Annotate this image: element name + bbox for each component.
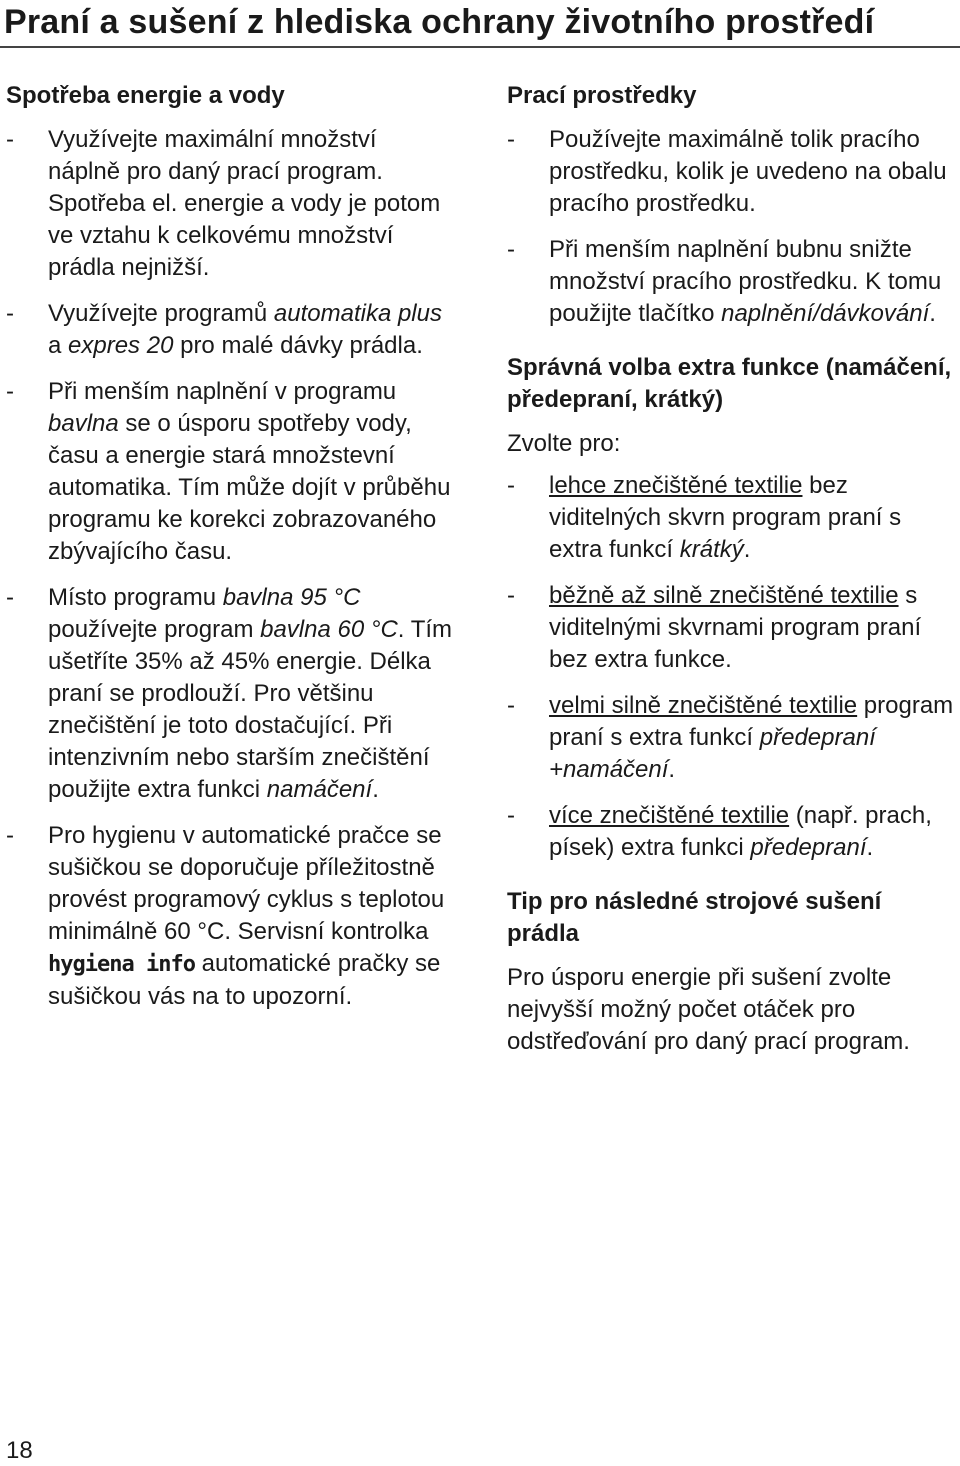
list-item: - Při menším naplnění bubnu snižte množství pracího prostředku. K tomu použijte tlačítko naplnění/dávkování. <box>507 234 957 330</box>
function-name: předepraní <box>750 834 867 861</box>
page-title: Praní a sušení z hlediska ochrany životního prostředí <box>4 3 875 41</box>
list-item: - více znečištěné textilie (např. prach, písek) extra funkci předepraní. <box>507 800 957 864</box>
drying-tip-text: Pro úsporu energie při sušení zvolte nejvyšší možný počet otáček pro odstřeďování pro daný prací program. <box>507 964 910 1055</box>
section-heading-energy-water: Spotřeba energie a vody <box>6 82 285 109</box>
detergent-list <box>507 124 957 330</box>
list-item: - Využívejte maximální množství náplně pro daný prací program. Spotřeba el. energie a vody je potom ve vztahu k celkovému množství prádla nejnižší. <box>6 124 454 284</box>
section-heading-extra-function: Správná volba extra funkce (namáčení, předepraní, krátký) <box>507 354 952 413</box>
list-item: - Využívejte programů automatika plus a expres 20 pro malé dávky prádla. <box>6 298 454 362</box>
hygiena-info-indicator: hygiena info <box>48 952 195 977</box>
function-name: krátký <box>679 536 744 563</box>
function-name: předepraní +namáčení <box>549 724 876 783</box>
title-divider <box>0 46 960 48</box>
section-heading-drying-tip: Tip pro následné strojové sušení prádla <box>507 888 882 947</box>
list-item: - Pro hygienu v automatické pračce se sušičkou se doporučuje příležitostně provést programový cyklus s teplotou minimálně 60 °C. Servisní kontrolka hygiena info automatické pračky se sušičkou vás na to upozorní. <box>6 820 454 1013</box>
soiling-level: více znečištěné textilie <box>549 802 790 829</box>
energy-water-list <box>6 124 454 1013</box>
list-item: - velmi silně znečištěné textilie program praní s extra funkcí předepraní +namáčení. <box>507 690 957 786</box>
soiling-level: lehce znečištěné textilie <box>549 472 803 499</box>
button-name: naplnění/dávkování <box>721 300 930 327</box>
extra-function-list <box>507 470 957 864</box>
left-column <box>6 80 454 1027</box>
extra-intro: Zvolte pro: <box>507 430 621 457</box>
section-heading-detergent: Prací prostředky <box>507 82 697 109</box>
list-item: - lehce znečištěné textilie bez viditelných skvrn program praní s extra funkcí krátký. <box>507 470 957 566</box>
program-name: bavlna <box>48 410 119 437</box>
program-name: bavlna 60 °C <box>260 616 398 643</box>
list-item: - Místo programu bavlna 95 °C používejte program bavlna 60 °C. Tím ušetříte 35% až 45% energie. Délka praní se prodlouží. Pro většinu znečištění je toto dostačující. Při intenzivním nebo starším znečištění použijte extra funkci namáčení. <box>6 582 454 806</box>
soiling-level: velmi silně znečištěné textilie <box>549 692 858 719</box>
soiling-level: běžně až silně znečištěné textilie <box>549 582 899 609</box>
program-name: expres 20 <box>68 332 174 359</box>
right-column <box>507 80 957 1058</box>
page-number: 18 <box>6 1437 33 1464</box>
program-name: bavlna 95 °C <box>222 584 361 611</box>
program-name: automatika plus <box>273 300 442 327</box>
list-item: - Při menším naplnění v programu bavlna se o úsporu spotřeby vody, času a energie stará množstevní automatika. Tím může dojít v průběhu programu ke korekci zobrazovaného zbývajícího času. <box>6 376 454 568</box>
function-name: namáčení <box>266 776 373 803</box>
list-item: - běžně až silně znečištěné textilie s viditelnými skvrnami program praní bez extra funkce. <box>507 580 957 676</box>
list-item: - Používejte maximálně tolik pracího prostředku, kolik je uvedeno na obalu pracího prostředku. <box>507 124 957 220</box>
